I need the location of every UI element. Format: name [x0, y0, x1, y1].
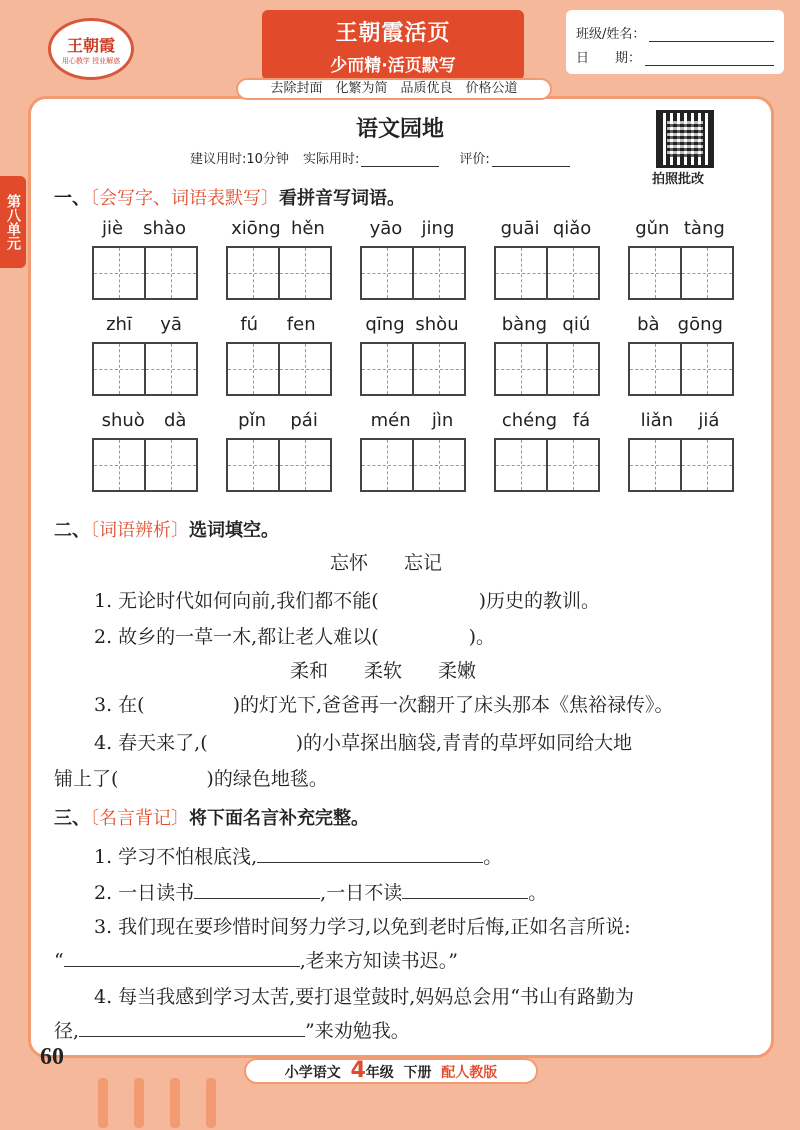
q2-4: 4. 春天来了,( )的小草探出脑袋,青青的草坪如同给大地	[94, 732, 633, 754]
name-date-box	[566, 10, 784, 74]
pinyin-syllable: pǐn	[238, 410, 267, 431]
pinyin-syllable: guāi	[500, 218, 540, 239]
pinyin-syllable: hěn	[290, 218, 325, 239]
answer-line[interactable]	[402, 881, 528, 899]
writing-grid[interactable]	[92, 342, 198, 396]
section-1-title: 看拼音写词语。	[279, 188, 405, 209]
section-2-tag: 〔词语辨析〕	[90, 520, 189, 541]
pinyin-syllable: fú	[240, 314, 259, 335]
score-label: 评价:	[459, 152, 490, 167]
pinyin-syllable: chéng	[501, 410, 558, 431]
pinyin-syllable: pái	[290, 410, 318, 431]
brand-logo	[48, 18, 134, 80]
section-3-title: 将下面名言补充完整。	[189, 808, 369, 829]
section-1-tag: 〔会写字、词语表默写〕	[90, 188, 279, 209]
pinyin	[360, 410, 464, 438]
answer-line[interactable]	[257, 845, 483, 863]
word-cell	[360, 410, 494, 492]
word-cell	[226, 314, 360, 396]
date-field[interactable]	[645, 52, 774, 66]
pinyin-syllable: fá	[572, 410, 591, 431]
word-cell	[92, 218, 226, 300]
word-cell	[360, 218, 494, 300]
pinyin-syllable: qīng	[365, 314, 405, 335]
word-cell	[494, 410, 628, 492]
pinyin-syllable: liǎn	[640, 410, 674, 431]
writing-grid[interactable]	[92, 438, 198, 492]
pinyin	[628, 410, 732, 438]
writing-grid[interactable]	[360, 342, 466, 396]
pinyin	[226, 314, 330, 342]
binding-ring	[134, 1078, 144, 1128]
actual-time-label: 实际用时:	[302, 152, 360, 167]
pinyin-syllable: gōng	[677, 314, 723, 335]
pinyin-syllable: mén	[370, 410, 411, 431]
pinyin-syllable: tàng	[683, 218, 725, 239]
pinyin-row	[92, 218, 762, 300]
writing-grid[interactable]	[92, 246, 198, 300]
header-banner	[262, 10, 524, 80]
writing-grid[interactable]	[360, 246, 466, 300]
class-name-label: 班级/姓名：	[576, 27, 646, 42]
answer-line[interactable]	[79, 1019, 305, 1037]
answer-line[interactable]	[194, 881, 320, 899]
pinyin-syllable: shòu	[415, 314, 459, 335]
writing-grid[interactable]	[628, 246, 734, 300]
pinyin-syllable: jiá	[698, 410, 720, 431]
time-info	[190, 148, 590, 167]
q3-3-cont: “ ,老来方知读书迟。”	[54, 950, 458, 972]
writing-grid[interactable]	[628, 438, 734, 492]
pinyin-syllable: jiè	[102, 218, 124, 239]
slogan: 去除封面 化繁为简 品质优良 价格公道	[236, 78, 552, 100]
pinyin-row	[92, 410, 762, 492]
pinyin-syllable: xiōng	[231, 218, 281, 239]
writing-grid[interactable]	[494, 342, 600, 396]
logo-subtitle: 用心教学 授业解惑	[61, 56, 121, 65]
binding-ring	[170, 1078, 180, 1128]
q2-2: 2. 故乡的一草一木,都让老人难以( )。	[94, 626, 496, 648]
actual-time-field[interactable]	[361, 153, 439, 167]
qr-code-icon[interactable]	[656, 110, 714, 168]
pinyin-syllable: bà	[637, 314, 660, 335]
unit-side-tab: 第八单元	[0, 176, 26, 268]
writing-grid[interactable]	[360, 438, 466, 492]
pinyin-syllable: qiú	[562, 314, 591, 335]
pinyin-syllable: zhī	[106, 314, 132, 335]
word-cell	[360, 314, 494, 396]
pinyin-syllable: shuò	[101, 410, 145, 431]
section-3-heading: 三、〔名言背记〕将下面名言补充完整。	[54, 808, 369, 829]
section-1-heading: 一、〔会写字、词语表默写〕看拼音写词语。	[54, 188, 405, 209]
pinyin-row	[92, 314, 762, 396]
word-cell	[494, 218, 628, 300]
word-choices-1: 忘怀 忘记	[330, 552, 443, 574]
score-field[interactable]	[492, 153, 570, 167]
writing-grid[interactable]	[494, 246, 600, 300]
pinyin	[360, 218, 464, 246]
page-number: 60	[40, 1044, 64, 1070]
writing-grid[interactable]	[494, 438, 600, 492]
q2-4-cont: 铺上了( )的绿色地毯。	[54, 768, 328, 790]
banner-title: 王朝霞活页	[335, 21, 451, 46]
writing-grid[interactable]	[628, 342, 734, 396]
date-label: 日 期：	[576, 51, 642, 66]
word-cell	[494, 314, 628, 396]
section-2-title: 选词填空。	[189, 520, 279, 541]
word-cell	[628, 410, 762, 492]
q3-4-cont: 径, ”来劝勉我。	[54, 1020, 410, 1042]
q2-3: 3. 在( )的灯光下,爸爸再一次翻开了床头那本《焦裕禄传》。	[94, 694, 674, 716]
q3-4: 4. 每当我感到学习太苦,要打退堂鼓时,妈妈总会用“书山有路勤为	[94, 986, 634, 1008]
word-choices-2: 柔和 柔软 柔嫩	[290, 660, 477, 682]
binding-ring	[206, 1078, 216, 1128]
pinyin-syllable: jìn	[431, 410, 454, 431]
pinyin	[494, 314, 598, 342]
word-cell	[92, 314, 226, 396]
q3-2: 2. 一日读书 ,一日不读 。	[94, 882, 548, 904]
pinyin	[92, 314, 196, 342]
pinyin	[226, 218, 330, 246]
pinyin	[226, 410, 330, 438]
word-cell	[226, 410, 360, 492]
class-name-field[interactable]	[649, 28, 774, 42]
banner-subtitle: 少而精·活页默写	[330, 56, 456, 76]
pinyin-syllable: gǔn	[635, 218, 670, 239]
footer-book-info: 小学语文 4年级 下册 配人教版	[244, 1058, 538, 1084]
pinyin-syllable: yāo	[369, 218, 403, 239]
q3-1: 1. 学习不怕根底浅, 。	[94, 846, 503, 868]
page-title: 语文园地	[355, 117, 444, 142]
pinyin-syllable: dà	[163, 410, 187, 431]
word-cell	[628, 314, 762, 396]
pinyin-syllable: bàng	[501, 314, 547, 335]
word-cell	[628, 218, 762, 300]
word-cell	[226, 218, 360, 300]
writing-grid[interactable]	[226, 246, 332, 300]
q3-3: 3. 我们现在要珍惜时间努力学习,以免到老时后悔,正如名言所说:	[94, 916, 631, 938]
word-cell	[92, 410, 226, 492]
pinyin-syllable: jing	[421, 218, 455, 239]
section-3-tag: 〔名言背记〕	[90, 808, 189, 829]
section-2-heading: 二、〔词语辨析〕选词填空。	[54, 520, 279, 541]
pinyin-syllable: qiǎo	[552, 218, 592, 239]
pinyin-syllable: shào	[143, 218, 186, 239]
suggested-time: 建议用时:10分钟	[190, 152, 289, 167]
writing-grid[interactable]	[226, 342, 332, 396]
pinyin-syllable: yā	[160, 314, 182, 335]
pinyin-syllable: fen	[286, 314, 316, 335]
pinyin	[628, 314, 732, 342]
pinyin	[494, 410, 598, 438]
logo-text: 王朝霞	[66, 35, 115, 55]
writing-grid[interactable]	[226, 438, 332, 492]
pinyin	[360, 314, 464, 342]
answer-line[interactable]	[64, 949, 300, 967]
qr-label: 拍照批改	[652, 172, 705, 187]
pinyin	[628, 218, 732, 246]
pinyin	[494, 218, 598, 246]
pinyin	[92, 410, 196, 438]
pinyin	[92, 218, 196, 246]
binding-ring	[98, 1078, 108, 1128]
q2-1: 1. 无论时代如何向前,我们都不能( )历史的教训。	[94, 590, 601, 612]
